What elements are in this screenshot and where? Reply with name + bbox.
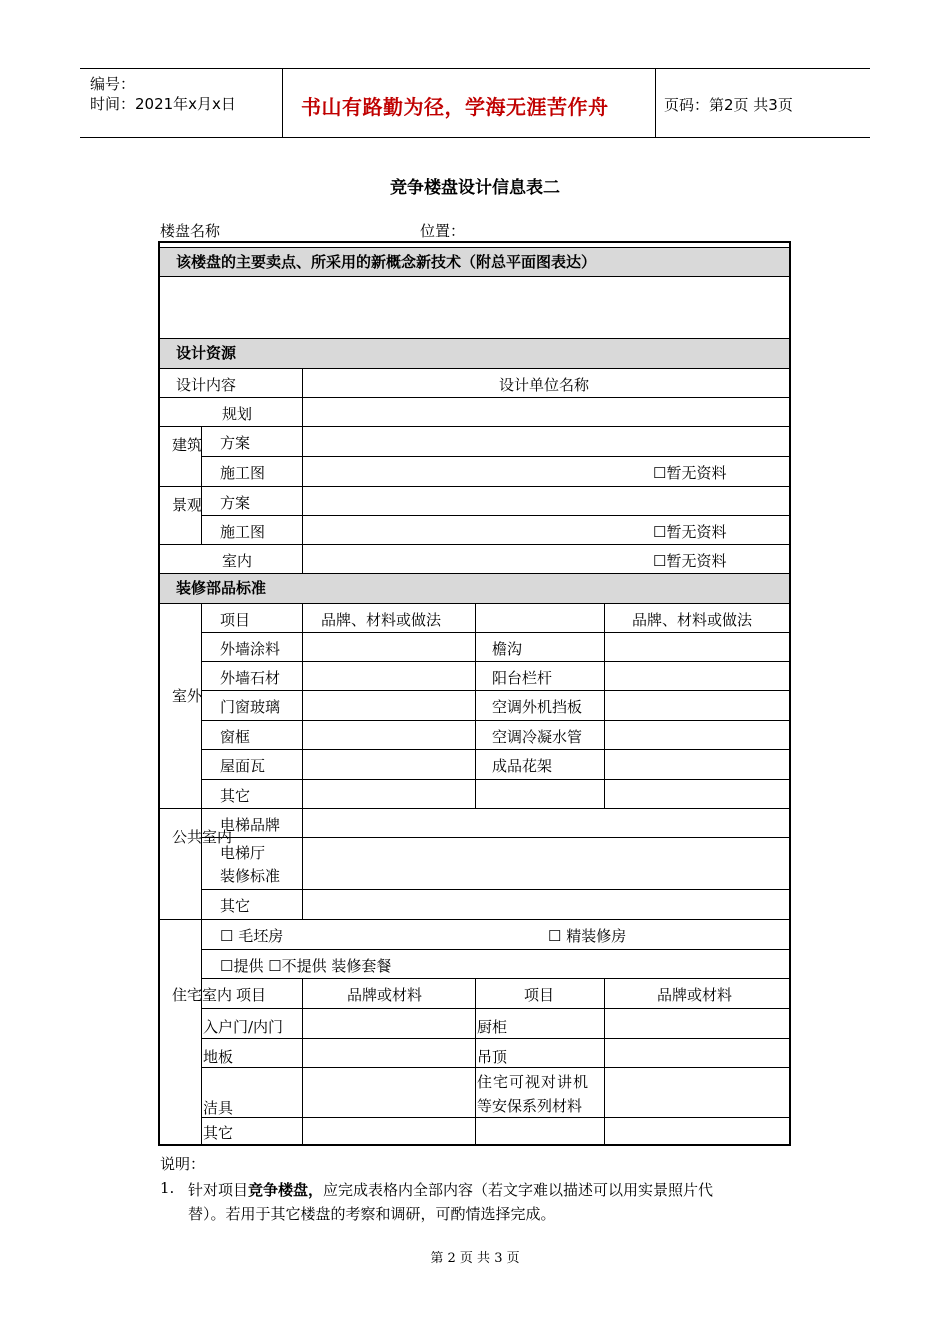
ext-row-6-right-item	[476, 780, 605, 809]
ext-row-6-right-field[interactable]	[605, 780, 789, 809]
design-content-label: 设计内容	[176, 376, 237, 394]
res-brand-header-label: 品牌或材料	[347, 986, 423, 1004]
elevator-brand-cell	[202, 809, 303, 838]
res-item-header-right-label: 项目	[524, 986, 555, 1004]
land-scheme-cell	[202, 487, 303, 516]
note-line-2: 替）。若用于其它楼盘的考察和调研，可酌情选择完成。	[188, 1205, 556, 1223]
ext-row-5-right-field[interactable]	[605, 750, 789, 780]
page-title: 竞争楼盘设计信息表二	[390, 178, 560, 198]
landscape-group	[160, 487, 202, 545]
interior-no-data-checkbox[interactable]: ☐暂无资料	[653, 552, 727, 570]
number-label: 编号：	[90, 75, 136, 93]
section-design-resources: 设计资源	[160, 339, 789, 369]
ext-right-item-1: 檐沟	[492, 640, 523, 658]
intercom-label-2: 等安保系列材料	[477, 1097, 583, 1115]
res-row-2-brand-field[interactable]	[303, 1039, 476, 1068]
ext-row-1-item	[202, 633, 303, 662]
notes-label: 说明：	[160, 1155, 206, 1173]
design-content-header	[160, 369, 303, 398]
architecture-group	[160, 427, 202, 487]
selling-points-field[interactable]	[160, 277, 789, 339]
ext-brand-header	[303, 604, 476, 633]
elevator-hall-field[interactable]	[303, 838, 789, 890]
note-item-number: 1.	[160, 1179, 175, 1197]
ext-row-5-right-item	[476, 750, 605, 780]
ext-left-item-4: 窗框	[220, 728, 251, 746]
arch-drawing-label: 施工图	[220, 464, 266, 482]
ext-right-item-5: 成品花架	[492, 757, 553, 775]
house-type-row	[202, 920, 789, 950]
sanitary-label: 洁具	[203, 1099, 234, 1117]
ext-row-3-brand-field[interactable]	[303, 691, 476, 721]
res-brand-header-right-label: 品牌或材料	[657, 986, 733, 1004]
landscape-label: 景观	[172, 496, 203, 514]
interior-row-label	[160, 545, 303, 574]
elevator-hall-label-2: 装修标准	[220, 867, 281, 885]
ext-row-4-right-item	[476, 721, 605, 750]
note-line-1-suffix: 应完成表格内全部内容（若文字难以描述可以用实景照片代	[323, 1181, 714, 1199]
time-label: 时间：2021年x月x日	[90, 95, 236, 113]
res-row-3-item	[202, 1068, 303, 1118]
ext-left-item-3: 门窗玻璃	[220, 698, 281, 716]
res-item-header	[202, 979, 303, 1009]
ext-right-item-4: 空调冷凝水管	[492, 728, 583, 746]
elevator-brand-field[interactable]	[303, 809, 789, 838]
ext-row-2-right-field[interactable]	[605, 662, 789, 691]
land-drawing-label: 施工图	[220, 523, 266, 541]
ext-row-3-right-field[interactable]	[605, 691, 789, 721]
note-line-1-prefix: 针对项目	[188, 1181, 249, 1199]
arch-drawing-field[interactable]	[303, 457, 789, 487]
ext-row-5-item	[202, 750, 303, 780]
public-interior-label: 公共室内	[172, 828, 233, 846]
cabinet-label: 厨柜	[477, 1018, 508, 1036]
land-scheme-field[interactable]	[303, 487, 789, 516]
res-item-header-right	[476, 979, 605, 1009]
land-no-data-checkbox[interactable]: ☐暂无资料	[653, 523, 727, 541]
exterior-group	[160, 604, 202, 809]
res-row-3-right-field[interactable]	[605, 1068, 789, 1118]
ext-right-item-2: 阳台栏杆	[492, 669, 553, 687]
ext-left-item-2: 外墙石材	[220, 669, 281, 687]
ext-item-header	[202, 604, 303, 633]
section-decoration-standard: 装修部品标准	[160, 574, 789, 604]
note-line-1-bold: 竞争楼盘，	[248, 1181, 324, 1199]
elevator-brand-label: 电梯品牌	[220, 816, 281, 834]
ext-row-2-right-item	[476, 662, 605, 691]
arch-scheme-label: 方案	[220, 434, 251, 452]
res-brand-header	[303, 979, 476, 1009]
ext-row-4-right-field[interactable]	[605, 721, 789, 750]
ext-left-item-1: 外墙涂料	[220, 640, 281, 658]
architecture-label: 建筑	[172, 436, 203, 454]
arch-scheme-field[interactable]	[303, 427, 789, 457]
info-form-table	[158, 241, 791, 1146]
finished-house-checkbox[interactable]: ☐ 精装修房	[548, 927, 627, 945]
package-row	[202, 950, 789, 979]
planning-label: 规划	[222, 405, 253, 423]
exterior-label: 室外	[172, 687, 203, 705]
arch-no-data-checkbox[interactable]: ☐暂无资料	[653, 464, 727, 482]
res-row-4-right-field[interactable]	[605, 1118, 789, 1144]
land-scheme-label: 方案	[220, 494, 251, 512]
public-other-cell	[202, 890, 303, 920]
res-row-1-right-field[interactable]	[605, 1009, 789, 1039]
res-row-1-brand-field[interactable]	[303, 1009, 476, 1039]
design-unit-label: 设计单位名称	[499, 376, 590, 394]
public-other-field[interactable]	[303, 890, 789, 920]
ext-left-item-5: 屋面瓦	[220, 757, 266, 775]
planning-unit-field[interactable]	[303, 398, 789, 427]
res-row-1-right-item	[476, 1009, 605, 1039]
ext-row-2-item	[202, 662, 303, 691]
header-meta	[80, 69, 282, 137]
elevator-hall-label-1: 电梯厅	[220, 844, 266, 862]
public-interior-group	[160, 809, 233, 920]
res-row-4-item	[202, 1118, 303, 1144]
ext-row-1-brand-field[interactable]	[303, 633, 476, 662]
motto-text: 书山有路勤为径，学海无涯苦作舟	[301, 95, 609, 119]
elevator-hall-cell	[202, 838, 303, 890]
ext-brand-header-right	[605, 604, 789, 633]
intercom-label-1: 住宅可视对讲机	[477, 1073, 590, 1091]
residential-interior-label: 住宅室内	[172, 986, 233, 1004]
header-motto-cell	[282, 69, 656, 137]
note-line-1	[188, 1179, 713, 1200]
package-options[interactable]: ☐提供 ☐不提供 装修套餐	[220, 957, 392, 975]
document-header	[80, 68, 870, 138]
res-other-label: 其它	[203, 1124, 234, 1142]
floor-label: 地板	[203, 1048, 234, 1066]
ext-row-1-right-item	[476, 633, 605, 662]
ext-row-4-item	[202, 721, 303, 750]
page-footer: 第 2 页 共 3 页	[430, 1251, 520, 1266]
section-selling-points: 该楼盘的主要卖点、所采用的新概念新技术（附总平面图表达）	[160, 247, 789, 277]
entry-door-label: 入户门/内门	[203, 1018, 284, 1036]
res-row-3-right-item	[476, 1068, 605, 1118]
interior-field[interactable]	[303, 545, 789, 574]
land-drawing-field[interactable]	[303, 516, 789, 545]
planning-row-label	[160, 398, 303, 427]
ext-row-3-right-item	[476, 691, 605, 721]
ext-brand-header-label: 品牌、材料或做法	[321, 611, 442, 629]
res-row-2-item	[202, 1039, 303, 1068]
ceiling-label: 吊顶	[477, 1048, 508, 1066]
res-row-3-brand-field[interactable]	[303, 1068, 476, 1118]
ext-right-item-3: 空调外机挡板	[492, 698, 583, 716]
res-item-header-label: 项目	[236, 986, 267, 1004]
ext-brand-header-right-label: 品牌、材料或做法	[632, 611, 753, 629]
ext-row-2-brand-field[interactable]	[303, 662, 476, 691]
arch-drawing-cell	[202, 457, 303, 487]
ext-row-6-brand-field[interactable]	[303, 780, 476, 809]
res-row-2-right-item	[476, 1039, 605, 1068]
ext-row-1-right-field[interactable]	[605, 633, 789, 662]
ext-row-4-brand-field[interactable]	[303, 721, 476, 750]
arch-scheme-cell	[202, 427, 303, 457]
ext-row-6-item	[202, 780, 303, 809]
res-row-2-right-field[interactable]	[605, 1039, 789, 1068]
res-row-4-right-item	[476, 1118, 605, 1144]
interior-label: 室内	[222, 552, 253, 570]
ext-row-5-brand-field[interactable]	[303, 750, 476, 780]
rough-house-checkbox[interactable]: ☐ 毛坯房	[220, 927, 284, 945]
res-brand-header-right	[605, 979, 789, 1009]
location-label: 位置：	[420, 222, 466, 240]
res-row-1-item	[202, 1009, 303, 1039]
ext-item-header-right	[476, 604, 605, 633]
land-drawing-cell	[202, 516, 303, 545]
property-name-label: 楼盘名称	[160, 222, 221, 240]
ext-row-3-item	[202, 691, 303, 721]
design-unit-header	[303, 369, 789, 398]
page-info: 页码：第2页 共3页	[664, 96, 793, 114]
ext-item-header-label: 项目	[220, 611, 251, 629]
ext-left-item-6: 其它	[220, 787, 251, 805]
public-other-label: 其它	[220, 897, 251, 915]
res-row-4-brand-field[interactable]	[303, 1118, 476, 1144]
